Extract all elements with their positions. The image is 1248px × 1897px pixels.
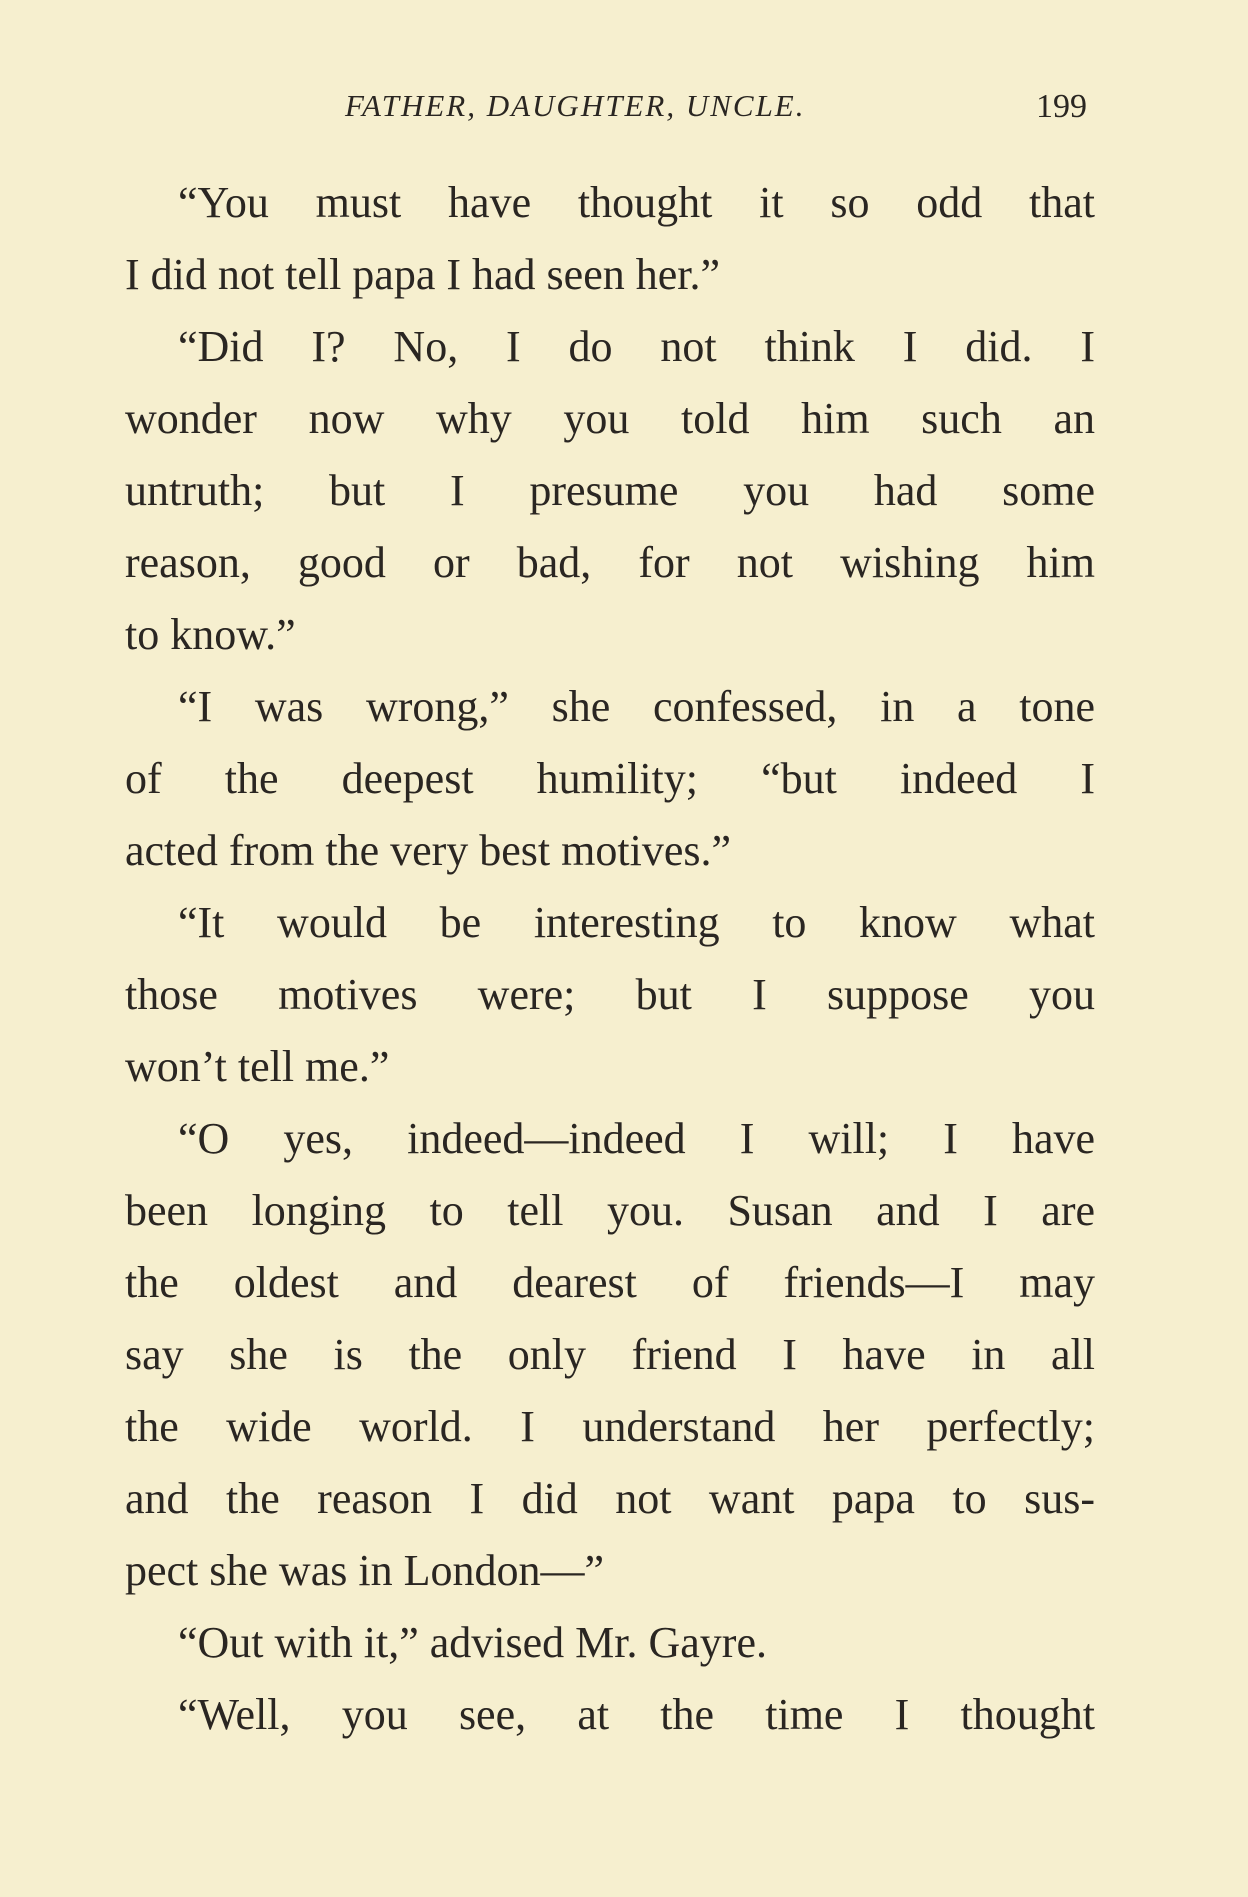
body-text (125, 167, 1095, 1751)
running-head (0, 78, 1248, 138)
text-line: to know.” (125, 610, 296, 659)
text-line: “Well, you see, at the time I thought (178, 1690, 1095, 1739)
text-line: and the reason I did not want papa to sus- (125, 1474, 1095, 1523)
text-line: “Out with it,” advised Mr. Gayre. (178, 1618, 767, 1667)
text-line: “Did I? No, I do not think I did. I (178, 322, 1095, 371)
text-line: been longing to tell you. Susan and I are (125, 1186, 1095, 1235)
running-title: FATHER, DAUGHTER, UNCLE. (345, 88, 806, 123)
text-line: “I was wrong,” she confessed, in a tone (178, 682, 1095, 731)
text-line: those motives were; but I suppose you (125, 970, 1095, 1019)
page-number: 199 (1036, 88, 1087, 125)
text-line: say she is the only friend I have in all (125, 1330, 1095, 1379)
text-line: I did not tell papa I had seen her.” (125, 250, 721, 299)
text-line: the wide world. I understand her perfectly; (125, 1402, 1095, 1451)
text-line: wonder now why you told him such an (125, 394, 1095, 443)
text-line: reason, good or bad, for not wishing him (125, 538, 1095, 587)
text-line: acted from the very best motives.” (125, 826, 732, 875)
text-line: pect she was in London—” (125, 1546, 604, 1595)
text-line: won’t tell me.” (125, 1042, 390, 1091)
text-line: “O yes, indeed—indeed I will; I have (178, 1114, 1095, 1163)
text-line: the oldest and dearest of friends—I may (125, 1258, 1095, 1307)
text-line: untruth; but I presume you had some (125, 466, 1095, 515)
text-line: “It would be interesting to know what (178, 898, 1095, 947)
text-line: of the deepest humility; “but indeed I (125, 754, 1095, 803)
text-line: “You must have thought it so odd that (178, 178, 1095, 227)
